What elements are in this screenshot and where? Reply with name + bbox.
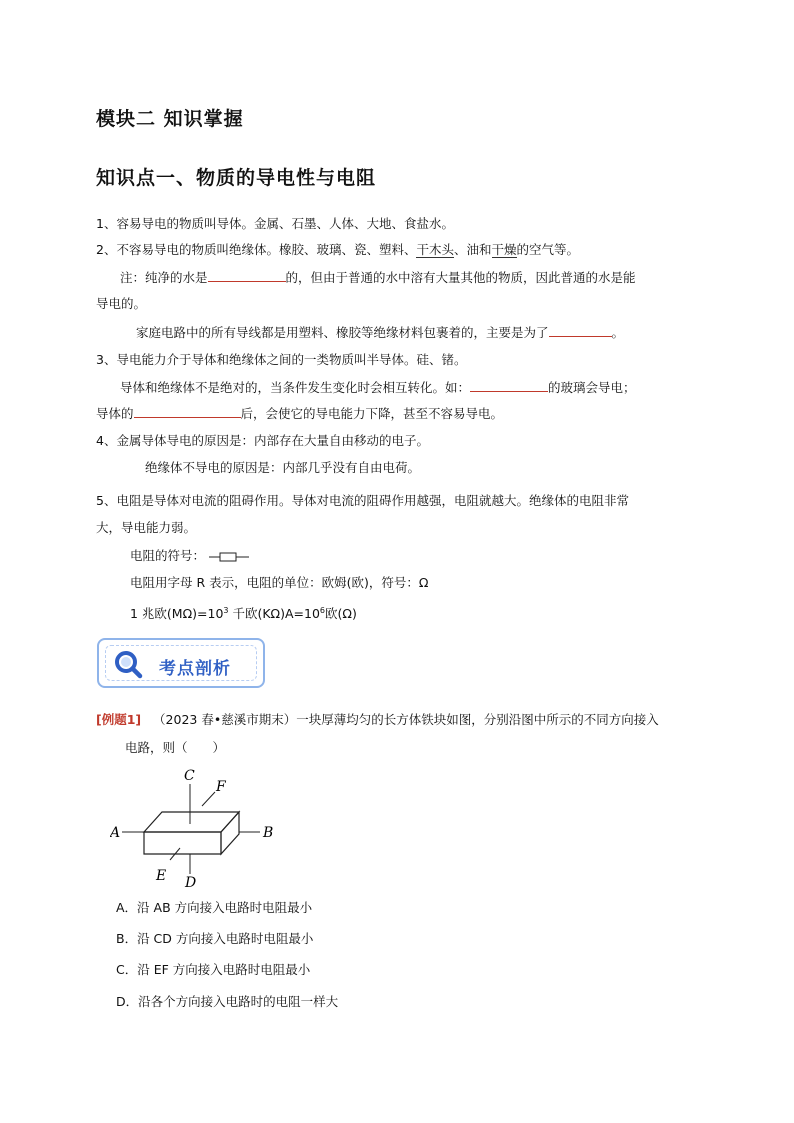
label-c: C	[184, 768, 195, 784]
unit-conv-b: 千欧(KΩ)A=10	[228, 606, 320, 622]
conv-text-a: 导体和绝缘体不是绝对的，当条件发生变化时会相互转化。如：	[120, 380, 471, 395]
iron-block-figure	[110, 764, 290, 890]
option-d[interactable]: D．沿各个方向接入电路时的电阻一样大	[116, 994, 339, 1009]
unit-conv-c: 欧(Ω)	[325, 606, 357, 622]
conv-text-b: 的玻璃会导电；	[548, 380, 636, 395]
unit-conversion-line	[130, 602, 357, 623]
item-4b: 绝缘体不导电的原因是：内部几乎没有自由电荷。	[145, 460, 421, 475]
symbol-label: 电阻的符号：	[130, 548, 206, 563]
note-line	[120, 269, 636, 287]
example-tag: [例题1]	[96, 712, 142, 727]
conversion-line	[120, 379, 636, 397]
lead-f	[202, 792, 215, 806]
label-f: F	[216, 779, 226, 795]
conv-text-c: 导体的	[96, 406, 134, 421]
block-side-face	[221, 812, 239, 854]
unit-conv-exp-2: 6	[319, 606, 326, 615]
note-text-a: 注：纯净的水是	[120, 270, 208, 285]
item-2-dry: 干燥	[491, 242, 517, 257]
item-4: 4、金属导体导电的原因是：内部存在大量自由移动的电子。	[96, 433, 429, 448]
conversion-line-2	[96, 405, 503, 423]
label-e: E	[156, 868, 167, 884]
item-5a: 5、电阻是导体对电流的阻碍作用。导体对电流的阻碍作用越强，电阻就越大。绝缘体的电阻非常	[96, 493, 629, 508]
item-2-mid: 、油和	[453, 242, 492, 257]
note-text-b: 的，但由于普通的水中溶有大量其他的物质，因此普通的水是能	[285, 270, 636, 285]
unit-line: 电阻用字母 R 表示，电阻的单位：欧姆(欧)，符号：Ω	[130, 575, 429, 590]
block-top-face	[144, 812, 239, 832]
unit-conv-exp-1: 3	[223, 606, 229, 615]
exam-analysis-banner	[97, 638, 265, 688]
item-3: 3、导电能力介于导体和绝缘体之间的一类物质叫半导体。硅、锗。	[96, 352, 467, 367]
item-2-post: 的空气等。	[516, 242, 580, 257]
section-title: 知识点一、物质的导电性与电阻	[96, 167, 377, 189]
block-front-face	[144, 832, 221, 854]
item-2-pre: 2、不容易导电的物质叫绝缘体。橡胶、玻璃、瓷、塑料、	[96, 242, 417, 257]
item-1: 1、容易导电的物质叫导体。金属、石墨、人体、大地、食盐水。	[96, 216, 454, 231]
module-title: 模块二 知识掌握	[96, 108, 244, 130]
option-b[interactable]: B．沿 CD 方向接入电路时电阻最小	[116, 931, 314, 946]
example-stem	[96, 711, 659, 729]
note-line-2: 导电的。	[96, 296, 147, 311]
option-a[interactable]: A．沿 AB 方向接入电路时电阻最小	[116, 900, 313, 915]
fill-blank-4[interactable]	[134, 405, 241, 418]
label-b: B	[263, 825, 274, 841]
example-stem-a: （2023 春•慈溪市期末）一块厚薄均匀的长方体铁块如图，分别沿图中所示的不同方向接入	[153, 712, 659, 727]
item-2	[96, 241, 579, 259]
label-a: A	[110, 825, 121, 841]
label-d: D	[185, 875, 197, 890]
conv-text-d: 后，会使它的导电能力下降，甚至不容易导电。	[240, 406, 504, 421]
item-2-dry-wood: 干木头	[416, 242, 454, 257]
fill-blank-1[interactable]	[208, 269, 286, 282]
option-c[interactable]: C．沿 EF 方向接入电路时电阻最小	[116, 962, 311, 977]
fill-blank-2[interactable]	[549, 324, 612, 337]
magnifier-icon	[113, 649, 143, 679]
fill-blank-3[interactable]	[470, 379, 548, 392]
item-5b: 大，导电能力弱。	[96, 520, 197, 535]
example-stem-b: 电路，则（ ）	[125, 740, 226, 755]
resistor-symbol-icon	[209, 551, 249, 563]
symbol-line	[130, 547, 249, 565]
banner-label: 考点剖析	[159, 659, 231, 679]
home-text-b: 。	[611, 325, 625, 340]
home-circuit-line	[136, 324, 624, 342]
unit-conv-a: 1 兆欧(MΩ)=10	[130, 606, 224, 622]
home-text-a: 家庭电路中的所有导线都是用塑料、橡胶等绝缘材料包裹着的，主要是为了	[136, 325, 549, 340]
